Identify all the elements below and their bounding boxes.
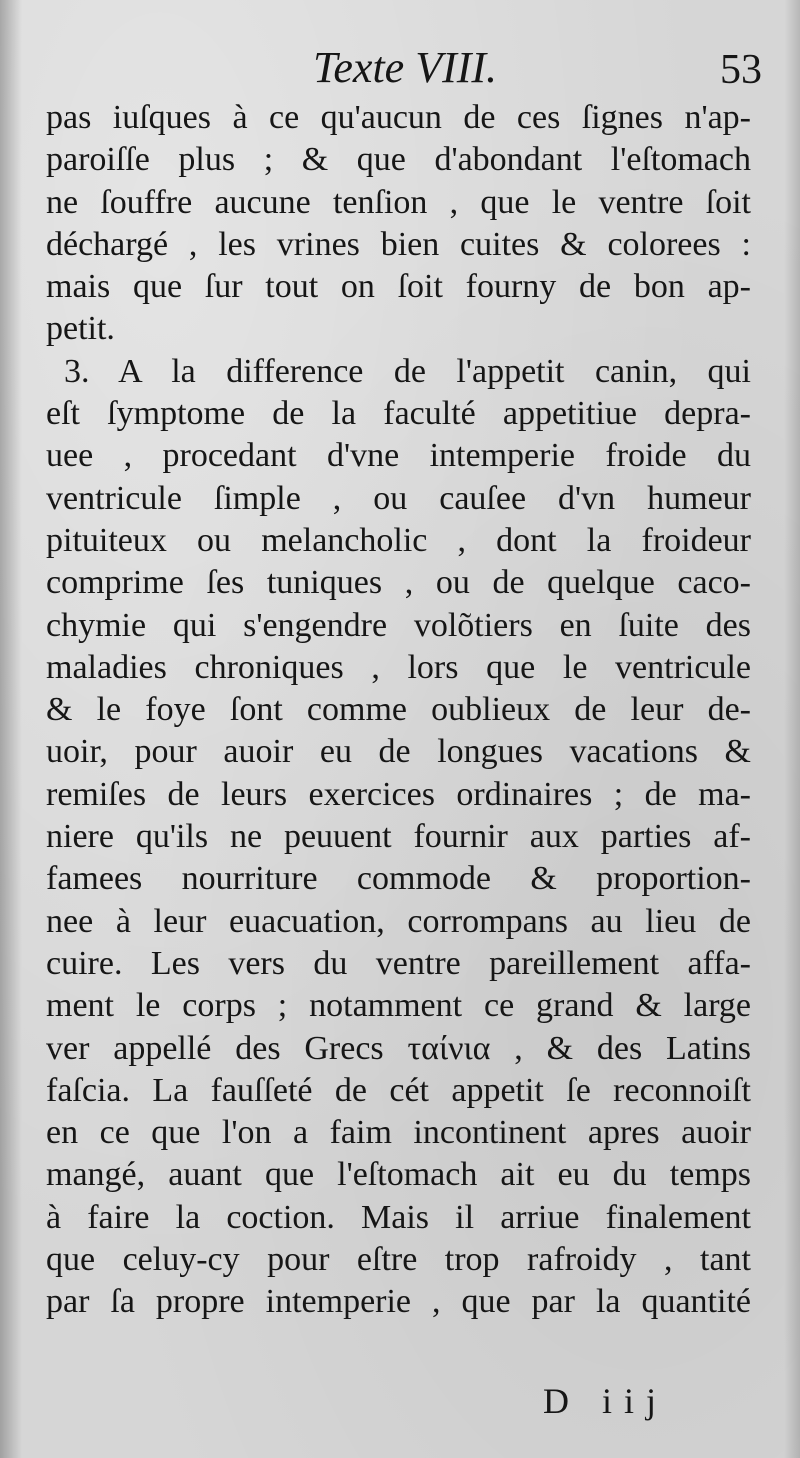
running-title: Texte VIII.	[312, 43, 498, 92]
text-line: nee à leur euacuation, corrompans au lieu de	[46, 902, 751, 940]
text-line: faſcia. La fauſſeté de cét appetit ſe reconnoiſt	[46, 1071, 751, 1109]
text-line: uoir, pour auoir eu de longues vacations &	[46, 733, 751, 771]
page-number: 53	[720, 47, 762, 93]
text-line: & le foye ſont comme oublieux de leur de-	[46, 691, 751, 729]
text-line: par ſa propre intemperie , que par la quantité	[46, 1283, 751, 1321]
text-line: ne ſouffre aucune tenſion , que le ventre ſoit	[46, 183, 751, 221]
text-line: que celuy-cy pour eſtre trop rafroidy , tant	[46, 1241, 751, 1279]
text-line: comprime ſes tuniques , ou de quelque caco-	[46, 564, 751, 602]
text-line: mais que ſur tout on ſoit fourny de bon ap-	[46, 268, 751, 306]
text-line: paroiſſe plus ; & que d'abondant l'eſtomach	[46, 141, 751, 179]
text-line: petit.	[46, 310, 115, 348]
text-line: uee , procedant d'vne intemperie froide du	[46, 437, 751, 475]
text-line: maladies chroniques , lors que le ventricule	[46, 648, 751, 686]
text-line: pituiteux ou melancholic , dont la froideur	[46, 521, 751, 559]
text-line: niere qu'ils ne peuuent fournir aux parties af-	[46, 818, 751, 856]
page-shadow-left	[0, 0, 22, 1458]
text-line: mangé, auant que l'eſtomach ait eu du temps	[46, 1156, 751, 1194]
text-line: à faire la coction. Mais il arriue finalement	[46, 1198, 751, 1236]
text-line: 3. A la difference de l'appetit canin, qui	[64, 352, 751, 390]
text-line: en ce que l'on a faim incontinent apres auoir	[46, 1114, 751, 1152]
text-line: remiſes de leurs exercices ordinaires ; de ma-	[46, 775, 751, 813]
body-text	[46, 97, 751, 1324]
page-shadow-right	[784, 0, 800, 1458]
text-line: cuire. Les vers du ventre pareillement affa-	[46, 944, 751, 982]
page-footer	[0, 1376, 800, 1426]
text-line: ventricule ſimple , ou cauſee d'vn humeur	[46, 479, 751, 517]
signature-mark: D iij	[543, 1381, 669, 1421]
text-line: ver appellé des Grecs ταίνια , & des Latins	[46, 1029, 751, 1067]
text-line: déchargé , les vrines bien cuites & colorees :	[46, 225, 751, 263]
text-line: pas iuſques à ce qu'aucun de ces ſignes n'ap-	[46, 99, 751, 136]
text-line: eſt ſymptome de la faculté appetitiue depra-	[46, 395, 751, 433]
page-header	[40, 38, 770, 98]
text-line: famees nourriture commode & proportion-	[46, 860, 751, 898]
text-line: ment le corps ; notamment ce grand & large	[46, 987, 751, 1025]
text-line: chymie qui s'engendre volõtiers en ſuite des	[46, 606, 751, 644]
